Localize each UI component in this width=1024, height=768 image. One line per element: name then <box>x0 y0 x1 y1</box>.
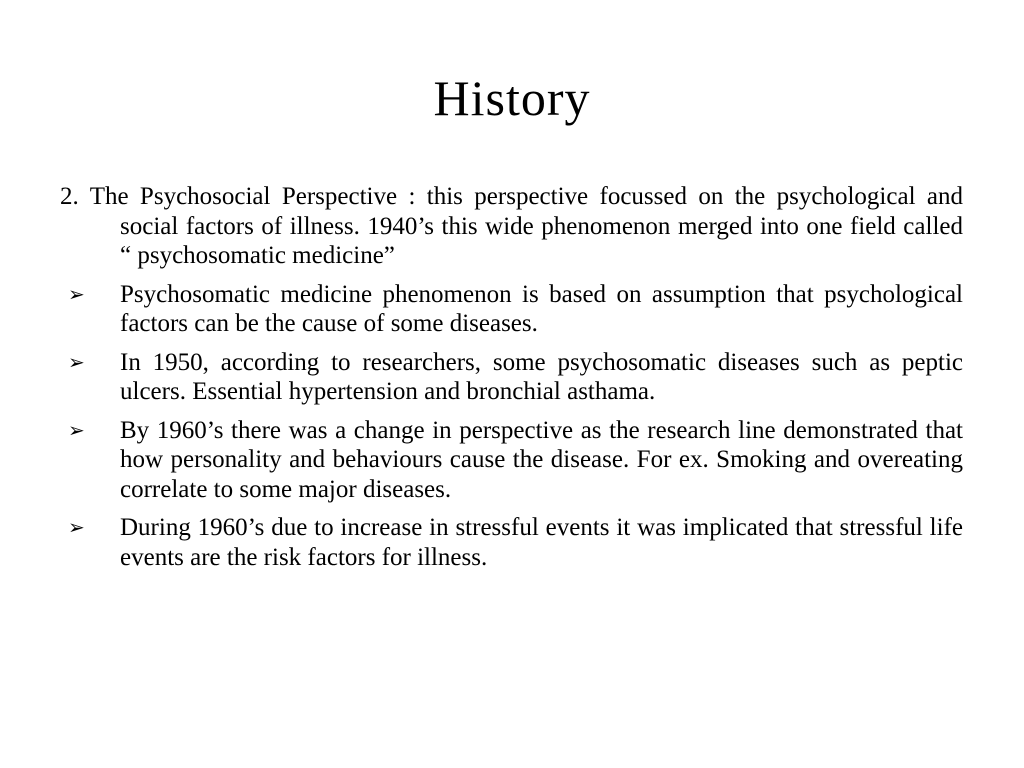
intro-number: 2. <box>60 183 79 210</box>
slide-body <box>60 182 1007 581</box>
bullet-text: In 1950, according to researchers, some psychosomatic diseases such as peptic ulcers. Essential hypertension and bronchial asthama. <box>120 348 963 405</box>
bullet-text: During 1960’s due to increase in stressful events it was implicated that stressful life events are the risk factors for illness. <box>120 514 963 571</box>
bullet-text: By 1960’s there was a change in perspective as the research line demonstrated that how personality and behaviours cause the disease. For ex. Smoking and overeating correlate to some major diseases. <box>120 416 963 503</box>
arrowhead-bullet-icon: ➢ <box>68 417 85 442</box>
arrowhead-bullet-icon: ➢ <box>68 281 85 306</box>
slide-title: History <box>433 70 591 126</box>
intro-text: The Psychosocial Perspective : this perspective focussed on the psychological and social factors of illness. 1940’s this wide phenomenon merged into one field called “ psychosomatic medicine” <box>89 183 1007 269</box>
arrowhead-bullet-icon: ➢ <box>68 349 85 374</box>
bullet-item <box>60 280 963 339</box>
bullet-item <box>60 348 963 407</box>
arrowhead-bullet-icon: ➢ <box>68 515 85 539</box>
bullet-item <box>60 416 963 505</box>
bullet-text: Psychosomatic medicine phenomenon is based on assumption that psychological factors can be the cause of some diseases. <box>120 280 963 337</box>
bullet-item <box>60 513 963 572</box>
intro-paragraph <box>60 182 1007 271</box>
